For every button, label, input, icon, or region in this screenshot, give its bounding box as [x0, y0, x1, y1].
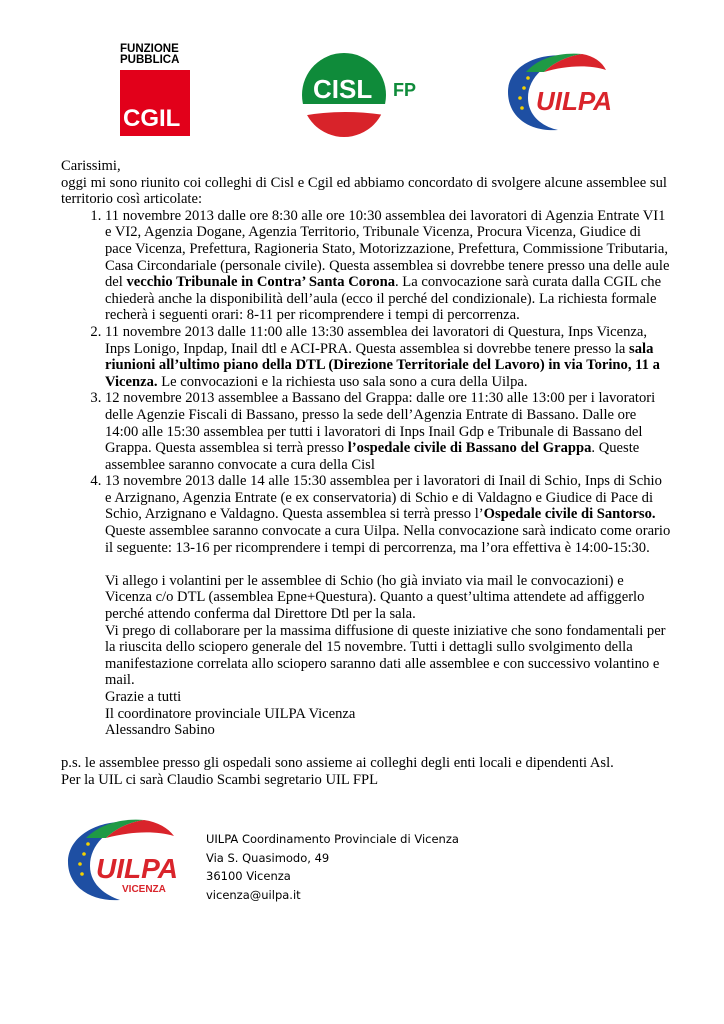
signer-role: Il coordinatore provinciale UILPA Vicenza	[105, 705, 356, 722]
greeting: Carissimi,	[61, 158, 121, 174]
signer-name: Alessandro Sabino	[105, 722, 215, 739]
list-item	[105, 324, 671, 390]
cisl-logo-mark: CISL	[313, 74, 373, 104]
footer-logo-mark: UILPA	[96, 853, 178, 884]
list-item-text: Queste assemblee saranno convocate a cura Uilpa. Nella convocazione sarà indicato come orario il seguente: 13-16 per ricomprendere i tempi di percorrenza, ma l’ora effettiva è 14:00-15:30.	[105, 523, 671, 556]
cgil-logo-mark: CGIL	[123, 105, 181, 132]
list-item-location: Ospedale civile di Santorso.	[483, 506, 656, 523]
address-email: vicenza@uilpa.it	[206, 887, 301, 902]
uilpa-logo	[498, 48, 618, 136]
list-item-text: 11 novembre 2013 dalle ore 8:30 alle ore 10:30 assemblea dei lavoratori di Agenzia Entrate VI1 e VI2, Agenzia Dogane, Agenzia Territorio, Tribunale Vicenza, Procura Vicenza, Giudice di pace Vicenza, Prefettura, Ragioneria Stato, Motorizzazione, Prefettura, Commissione Tributaria, Casa Circondariale (personale civile). Questa assemblea si dovrebbe tenere presso una delle aule del	[105, 207, 670, 291]
assembly-list	[61, 208, 671, 556]
intro-paragraph: oggi mi sono riunito coi colleghi di Cisl e Cgil ed abbiamo concordato di svolgere alcune assemblee sul territorio così articolate:	[61, 174, 667, 208]
cisl-fp-logo	[301, 52, 431, 138]
list-item-location: l’ospedale civile di Bassano del Grappa	[347, 440, 592, 457]
spacer	[61, 556, 671, 573]
address-street: Via S. Quasimodo, 49	[206, 850, 330, 865]
address-city: 36100 Vicenza	[206, 869, 291, 883]
ps-line-1: p.s. le assemblee presso gli ospedali sono assieme ai colleghi degli enti locali e dipendenti Asl.	[61, 755, 614, 772]
list-item-text: 11 novembre 2013 dalle 11:00 alle 13:30 assemblea dei lavoratori di Questura, Inps Vicenza, Inps Lonigo, Inpdap, Inail dtl e ACI-PRA. Questa assemblea si dovrebbe tenere presso la	[105, 323, 648, 357]
footer-address	[206, 830, 459, 904]
list-item-location: sala riunioni all’ultimo piano della DTL (Direzione Territoriale del Lavoro) in via Torino, 11 a Vicenza.	[105, 340, 660, 390]
list-item	[105, 473, 671, 556]
list-item-text: . La convocazione sarà curata dalla CGIL che chiederà anche la disponibilità dell’aula (ecco il perché del condizionale). La richiesta formale recherà i seguenti orari: 8-11 per ricomprendere i tempi di percorrenza.	[105, 274, 662, 324]
letter-body	[61, 158, 671, 789]
collaboration-paragraph: Vi prego di collaborare per la massima diffusione di queste iniziative che sono fondamentali per la riuscita dello sciopero generale del 15 novembre. Tutti i dettagli sullo svolgimento della manifestazione correlata allo sciopero saranno dati alle assemblee e con successivo volantino e mail.	[105, 622, 666, 689]
spacer	[61, 739, 671, 756]
thanks-line: Grazie a tutti	[105, 689, 182, 705]
address-org: UILPA Coordinamento Provinciale di Vicenza	[206, 832, 459, 846]
cgil-logo-line2: PUBBLICA	[120, 54, 180, 66]
flyers-paragraph: Vi allego i volantini per le assemblee di Schio (ho già inviato via mail le convocazioni) e Vicenza c/o DTL (assemblea Epne+Questura). Quanto a quest’ultima attendete ad affiggerlo perché attendo conferma dal Direttore Dtl per la sala.	[105, 572, 645, 623]
cisl-logo-suffix: FP	[393, 80, 417, 100]
list-item	[105, 390, 671, 473]
list-item	[105, 208, 671, 324]
list-item-text: 12 novembre 2013 assemblee a Bassano del Grappa: dalle ore 11:30 alle 13:00 per i lavoratori delle Agenzie Fiscali di Bassano, presso la sede dell’Agenzia Entrate di Bassano. Dalle ore 14:00 alle 15:30 assemblea per tutti i lavoratori di Inps Inail Gdp e Tribunale di Bassano del Grappa. Questa assemblea si terrà presso	[105, 390, 656, 457]
list-item-location: vecchio Tribunale in Contra’ Santa Corona	[126, 274, 395, 291]
cgil-fp-logo	[120, 44, 192, 140]
list-item-text: 13 novembre 2013 dalle 14 alle 15:30 assemblea per i lavoratori di Inail di Schio, Inps di Schio e Arzignano, Agenzia Entrate (e ex conservatoria) di Schio e di Valdagno e Giudice di Pace di Schio, Arzignano e Valdagno. Questa assemblea si terrà presso l’	[105, 473, 662, 523]
uilpa-vicenza-logo	[62, 812, 194, 908]
cgil-logo-red-box	[120, 70, 190, 136]
cgil-logo-line1: FUNZIONE	[120, 43, 179, 55]
list-item-text: . Queste assemblee saranno convocate a cura della Cisl	[105, 440, 640, 473]
ps-line-2: Per la UIL ci sarà Claudio Scambi segretario UIL FPL	[61, 771, 379, 788]
footer-logo-sub: VICENZA	[122, 884, 166, 895]
list-item-text: Le convocazioni e la richiesta uso sala sono a cura della Uilpa.	[157, 373, 528, 390]
uilpa-logo-mark: UILPA	[536, 86, 613, 116]
